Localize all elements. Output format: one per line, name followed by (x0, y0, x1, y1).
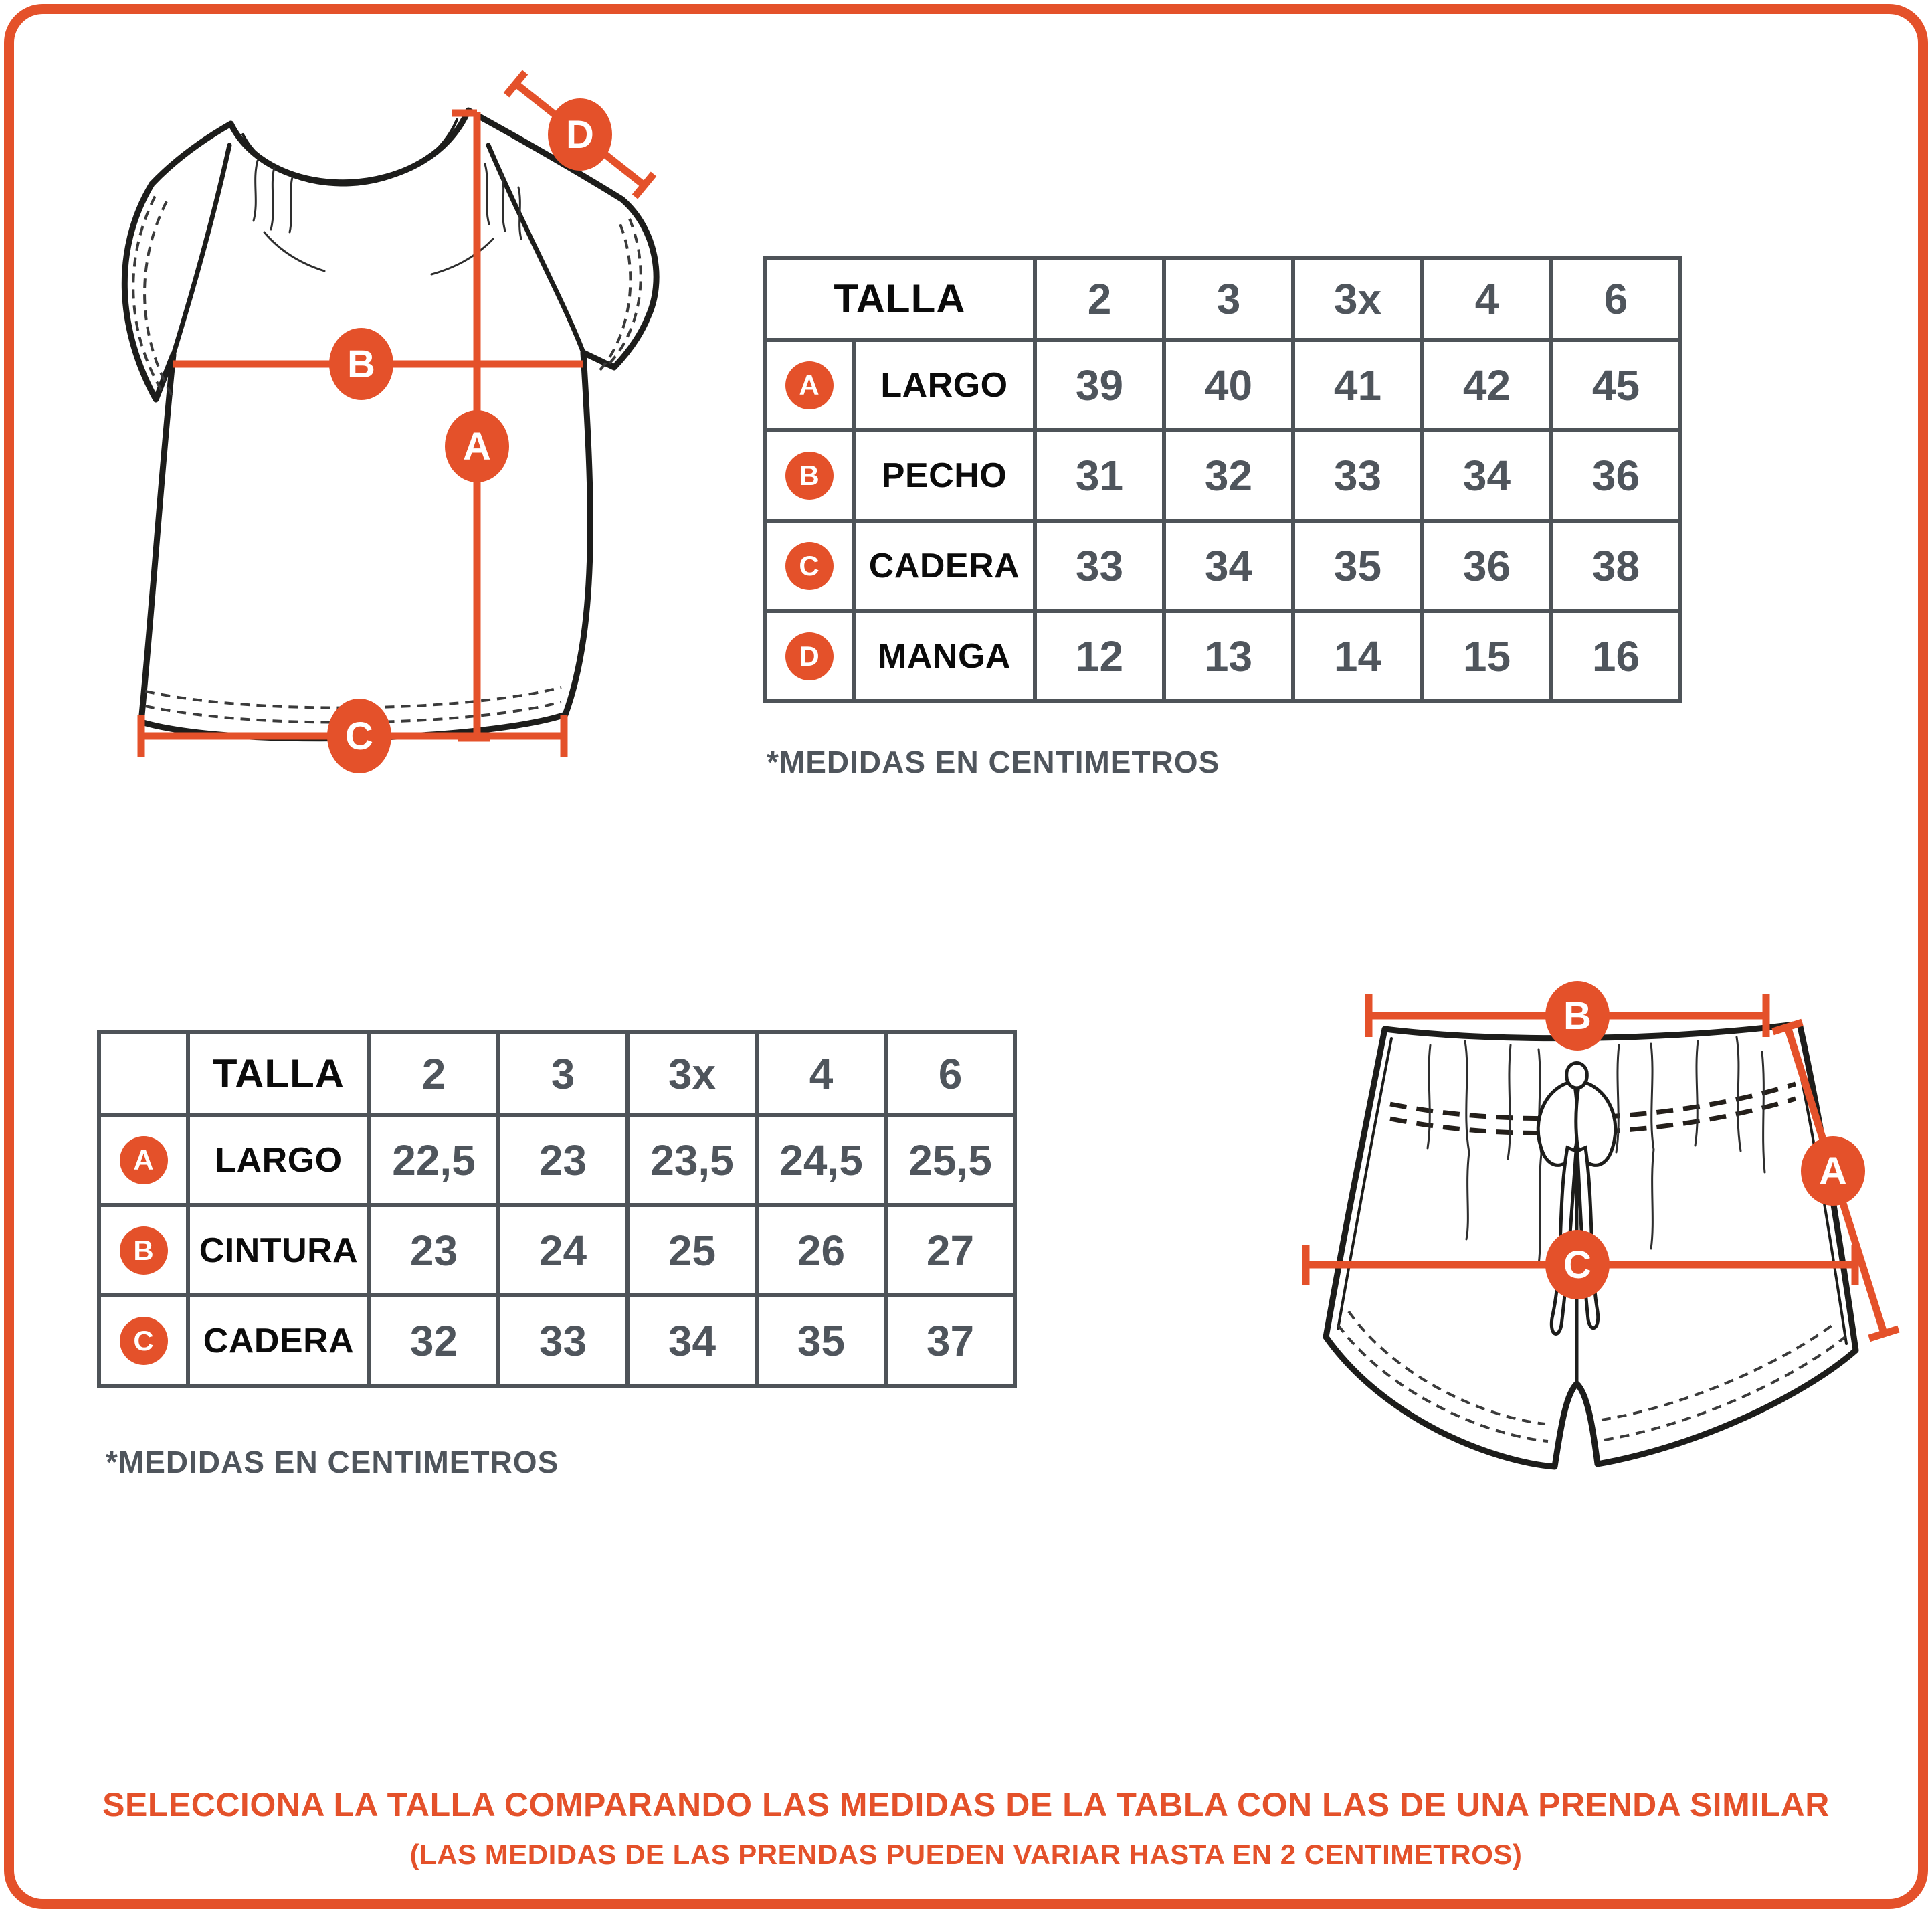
cell-value: 24 (498, 1205, 627, 1295)
shorts-marker-a (1801, 1136, 1865, 1206)
shorts-size-table (97, 1030, 1017, 1388)
cell-value: 41 (1293, 340, 1422, 430)
cell-value: 26 (757, 1205, 886, 1295)
row-label: LARGO (188, 1115, 369, 1205)
tshirt-marker-c (327, 699, 391, 773)
shorts-table-row-cintura (99, 1205, 1015, 1295)
cell-value: 12 (1035, 611, 1164, 701)
row-label: LARGO (854, 340, 1035, 430)
letter-cell (99, 1295, 188, 1386)
shorts-marker-b (1545, 981, 1610, 1051)
cell-value: 37 (886, 1295, 1015, 1386)
cell-value: 33 (498, 1295, 627, 1386)
cell-value: 16 (1551, 611, 1680, 701)
shorts-table-size-3: 3 (498, 1032, 627, 1115)
shorts-table-header-row (99, 1032, 1015, 1115)
letter-badge: A (120, 1136, 168, 1184)
shorts-diagram (1290, 950, 1892, 1472)
tshirt-marker-d (548, 98, 612, 171)
shorts-table-size-4: 4 (757, 1032, 886, 1115)
cell-value: 27 (886, 1205, 1015, 1295)
cell-value: 38 (1551, 521, 1680, 611)
shirt-table-header-row (765, 258, 1680, 340)
cell-value: 42 (1422, 340, 1551, 430)
shorts-a-tick-bottom (1869, 1329, 1899, 1338)
letter-cell (99, 1115, 188, 1205)
cell-value: 14 (1293, 611, 1422, 701)
shirt-table-size-3: 3 (1164, 258, 1293, 340)
tshirt-marker-a (445, 410, 509, 482)
row-label: CADERA (188, 1295, 369, 1386)
letter-badge: C (120, 1317, 168, 1365)
cell-value: 15 (1422, 611, 1551, 701)
tshirt-marker-b-letter: B (347, 343, 375, 386)
tshirt-diagram (57, 50, 766, 800)
shorts-marker-c (1545, 1230, 1610, 1299)
letter-badge: A (785, 361, 834, 409)
shorts-table-size-label: TALLA (188, 1032, 369, 1115)
letter-cell (99, 1205, 188, 1295)
cell-value: 13 (1164, 611, 1293, 701)
tshirt-marker-a-letter: A (463, 425, 491, 468)
letter-badge: C (785, 542, 834, 590)
cell-value: 23 (498, 1115, 627, 1205)
shirt-table-size-4: 4 (1422, 258, 1551, 340)
cell-value: 34 (1422, 430, 1551, 521)
shirt-table-size-3x: 3x (1293, 258, 1422, 340)
cell-value: 34 (627, 1295, 757, 1386)
row-label: MANGA (854, 611, 1035, 701)
cell-value: 23,5 (627, 1115, 757, 1205)
shirt-table-note: *MEDIDAS EN CENTIMETROS (767, 745, 1220, 780)
cell-value: 36 (1551, 430, 1680, 521)
footer-instruction-line1: SELECCIONA LA TALLA COMPARANDO LAS MEDIDAS DE LA TABLA CON LAS DE UNA PRENDA SIMILAR (102, 1786, 1830, 1823)
shorts-table-row-largo (99, 1115, 1015, 1205)
cell-value: 40 (1164, 340, 1293, 430)
tshirt-marker-c-letter: C (345, 715, 373, 758)
cell-value: 22,5 (369, 1115, 498, 1205)
row-label: PECHO (854, 430, 1035, 521)
shirt-table-row-largo (765, 340, 1680, 430)
letter-cell (765, 430, 854, 521)
cell-value: 34 (1164, 521, 1293, 611)
cell-value: 31 (1035, 430, 1164, 521)
shorts-marker-a-letter: A (1819, 1150, 1847, 1193)
shorts-table-note: *MEDIDAS EN CENTIMETROS (106, 1445, 559, 1479)
letter-cell (765, 611, 854, 701)
shirt-table-size-6: 6 (1551, 258, 1680, 340)
shorts-table-header-spacer (99, 1032, 188, 1115)
cell-value: 35 (757, 1295, 886, 1386)
footer-instruction-line2: (LAS MEDIDAS DE LAS PRENDAS PUEDEN VARIAR HASTA EN 2 CENTIMETROS) (409, 1839, 1523, 1870)
tshirt-marker-b (329, 328, 393, 400)
letter-cell (765, 521, 854, 611)
cell-value: 36 (1422, 521, 1551, 611)
shorts-table-row-cadera (99, 1295, 1015, 1386)
tshirt-outline (124, 110, 656, 739)
shorts-marker-b-letter: B (1563, 994, 1591, 1038)
cell-value: 32 (1164, 430, 1293, 521)
letter-badge: D (785, 632, 834, 680)
shirt-table-row-manga (765, 611, 1680, 701)
cell-value: 25,5 (886, 1115, 1015, 1205)
shorts-table-size-3x: 3x (627, 1032, 757, 1115)
cell-value: 24,5 (757, 1115, 886, 1205)
shorts-marker-c-letter: C (1563, 1243, 1591, 1287)
tshirt-marker-d-letter: D (566, 113, 594, 157)
shirt-size-table (763, 256, 1682, 703)
cell-value: 33 (1035, 521, 1164, 611)
row-label: CINTURA (188, 1205, 369, 1295)
cell-value: 25 (627, 1205, 757, 1295)
cell-value: 45 (1551, 340, 1680, 430)
cell-value: 23 (369, 1205, 498, 1295)
row-label: CADERA (854, 521, 1035, 611)
cell-value: 39 (1035, 340, 1164, 430)
cell-value: 33 (1293, 430, 1422, 521)
shorts-table-size-6: 6 (886, 1032, 1015, 1115)
letter-badge: B (120, 1226, 168, 1275)
cell-value: 32 (369, 1295, 498, 1386)
shirt-table-size-2: 2 (1035, 258, 1164, 340)
shirt-table-size-label: TALLA (765, 258, 1035, 340)
shirt-table-row-cadera (765, 521, 1680, 611)
shirt-table-row-pecho (765, 430, 1680, 521)
letter-badge: B (785, 452, 834, 500)
cell-value: 35 (1293, 521, 1422, 611)
shorts-table-size-2: 2 (369, 1032, 498, 1115)
letter-cell (765, 340, 854, 430)
